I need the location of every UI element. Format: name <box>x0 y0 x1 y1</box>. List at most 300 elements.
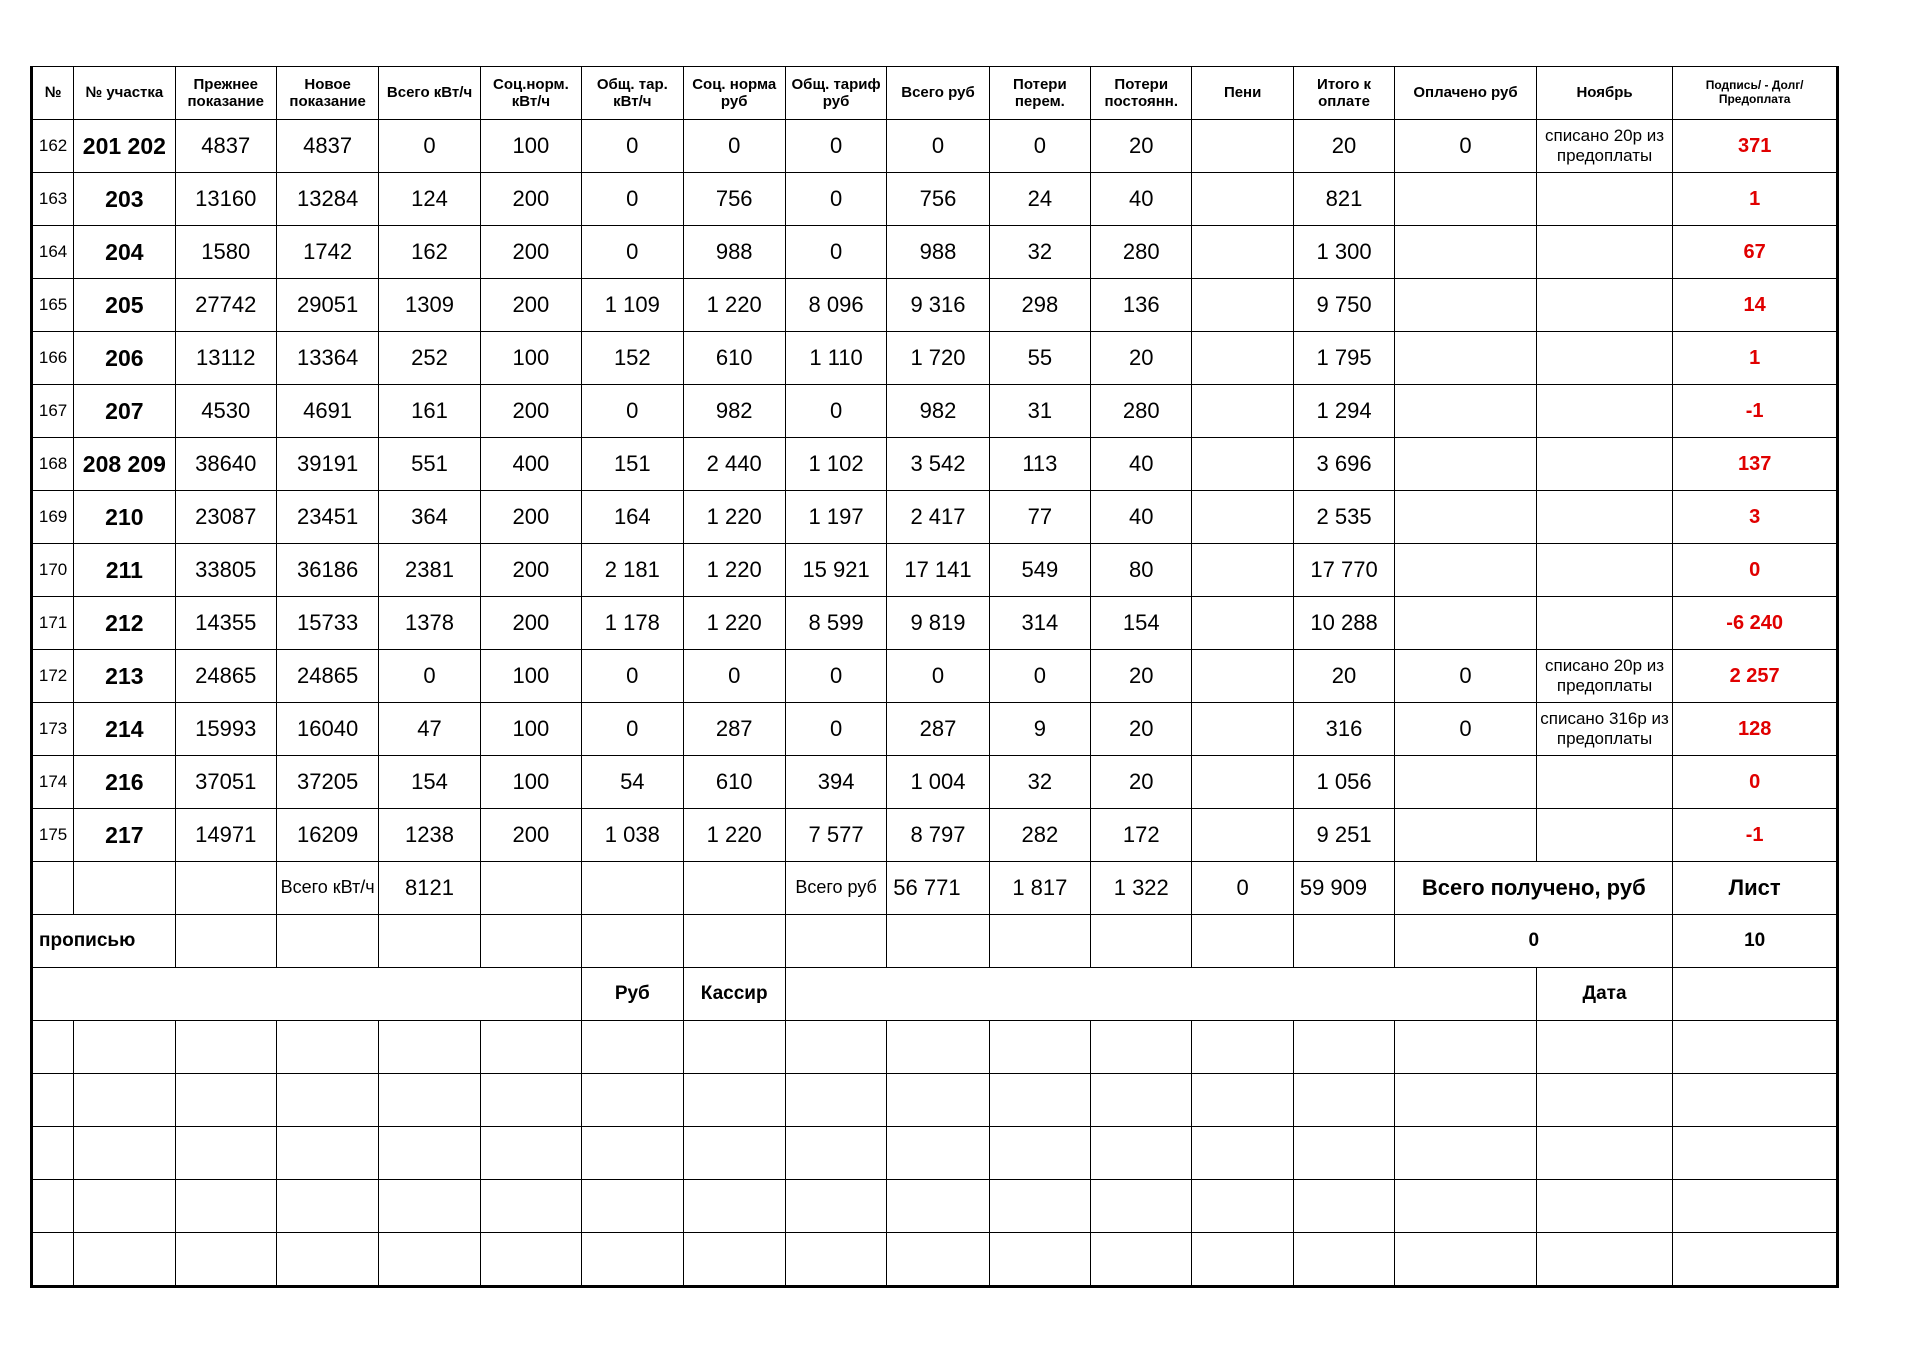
header-cell: Потери перем. <box>989 67 1090 120</box>
blank-cell <box>1395 1127 1537 1180</box>
table-row <box>32 226 1838 279</box>
blank-cell <box>74 1021 175 1074</box>
november-note: списано 20р из предоплаты <box>1536 650 1673 703</box>
penalty <box>1192 544 1293 597</box>
social-norm-kwh: 100 <box>480 332 581 385</box>
losses-constant: 40 <box>1091 491 1192 544</box>
debt-prepayment: 0 <box>1673 544 1838 597</box>
total-to-pay: 10 288 <box>1293 597 1394 650</box>
previous-reading: 33805 <box>175 544 276 597</box>
blank-cell <box>276 1180 378 1233</box>
debt-prepayment: 1 <box>1673 332 1838 385</box>
losses-constant: 20 <box>1091 650 1192 703</box>
total-kwh: 551 <box>379 438 480 491</box>
penalty <box>1192 385 1293 438</box>
plot-number: 207 <box>74 385 175 438</box>
blank-cell <box>989 1021 1090 1074</box>
previous-reading: 14355 <box>175 597 276 650</box>
debt-prepayment: 371 <box>1673 120 1838 173</box>
blank-cell <box>276 1074 378 1127</box>
social-norm-kwh: 400 <box>480 438 581 491</box>
new-reading: 16209 <box>276 809 378 862</box>
row-number: 175 <box>32 809 74 862</box>
social-norm-kwh: 200 <box>480 597 581 650</box>
losses-constant: 20 <box>1091 703 1192 756</box>
cashier-signature-field <box>785 968 1536 1021</box>
empty-cell <box>480 862 581 915</box>
row-number: 164 <box>32 226 74 279</box>
social-norm-kwh: 100 <box>480 120 581 173</box>
losses-constant: 280 <box>1091 226 1192 279</box>
social-norm-rub: 0 <box>683 120 785 173</box>
table-row <box>32 544 1838 597</box>
paid-rub <box>1395 173 1537 226</box>
blank-cell <box>1395 1021 1537 1074</box>
general-tariff-kwh: 1 038 <box>582 809 683 862</box>
previous-reading: 38640 <box>175 438 276 491</box>
blank-cell <box>582 1233 683 1287</box>
new-reading: 37205 <box>276 756 378 809</box>
row-number: 167 <box>32 385 74 438</box>
row-number: 166 <box>32 332 74 385</box>
empty-cell <box>480 915 581 968</box>
blank-cell <box>1395 1233 1537 1287</box>
header-cell: № участка <box>74 67 175 120</box>
losses-constant: 40 <box>1091 173 1192 226</box>
social-norm-rub: 988 <box>683 226 785 279</box>
paid-rub <box>1395 438 1537 491</box>
plot-number: 203 <box>74 173 175 226</box>
losses-constant: 172 <box>1091 809 1192 862</box>
new-reading: 29051 <box>276 279 378 332</box>
new-reading: 15733 <box>276 597 378 650</box>
paid-rub <box>1395 597 1537 650</box>
empty-cell <box>276 915 378 968</box>
empty-cell <box>887 915 989 968</box>
social-norm-rub: 610 <box>683 332 785 385</box>
general-tariff-rub: 1 102 <box>785 438 886 491</box>
losses-constant: 20 <box>1091 332 1192 385</box>
social-norm-rub: 756 <box>683 173 785 226</box>
blank-cell <box>989 1127 1090 1180</box>
debt-prepayment: 1 <box>1673 173 1838 226</box>
previous-reading: 15993 <box>175 703 276 756</box>
total-rub: 2 417 <box>887 491 989 544</box>
blank-cell <box>480 1021 581 1074</box>
blank-cell <box>989 1074 1090 1127</box>
paid-rub: 0 <box>1395 120 1537 173</box>
table-row <box>32 173 1838 226</box>
blank-cell <box>887 1127 989 1180</box>
penalty <box>1192 703 1293 756</box>
table-row <box>32 703 1838 756</box>
total-to-pay: 1 795 <box>1293 332 1394 385</box>
losses-variable: 55 <box>989 332 1090 385</box>
losses-constant: 40 <box>1091 438 1192 491</box>
penalty <box>1192 597 1293 650</box>
blank-cell <box>1536 1233 1673 1287</box>
blank-row <box>32 1180 1838 1233</box>
social-norm-kwh: 200 <box>480 809 581 862</box>
social-norm-kwh: 200 <box>480 385 581 438</box>
social-norm-rub: 1 220 <box>683 544 785 597</box>
empty-cell <box>582 862 683 915</box>
plot-number: 211 <box>74 544 175 597</box>
previous-reading: 14971 <box>175 809 276 862</box>
total-to-pay: 1 300 <box>1293 226 1394 279</box>
blank-cell <box>175 1074 276 1127</box>
blank-cell <box>887 1180 989 1233</box>
november-note <box>1536 173 1673 226</box>
total-kwh: 252 <box>379 332 480 385</box>
total-kwh: 1238 <box>379 809 480 862</box>
penalty <box>1192 279 1293 332</box>
previous-reading: 24865 <box>175 650 276 703</box>
header-cell: Соц. норма руб <box>683 67 785 120</box>
date-label: Дата <box>1536 968 1673 1021</box>
general-tariff-rub: 394 <box>785 756 886 809</box>
empty-cell <box>683 862 785 915</box>
blank-cell <box>785 1233 886 1287</box>
header-row <box>32 67 1838 120</box>
paid-rub: 0 <box>1395 703 1537 756</box>
total-rub-value: 56 771 <box>887 862 989 915</box>
blank-cell <box>1091 1074 1192 1127</box>
total-rub-label: Всего руб <box>785 862 886 915</box>
blank-cell <box>1673 1074 1838 1127</box>
blank-cell <box>379 1127 480 1180</box>
blank-cell <box>175 1127 276 1180</box>
row-number: 163 <box>32 173 74 226</box>
plot-number: 213 <box>74 650 175 703</box>
blank-cell <box>683 1233 785 1287</box>
social-norm-rub: 2 440 <box>683 438 785 491</box>
header-cell: Общ. тар. кВт/ч <box>582 67 683 120</box>
social-norm-rub: 1 220 <box>683 809 785 862</box>
table-row <box>32 120 1838 173</box>
cashier-label: Кассир <box>683 968 785 1021</box>
plot-number: 201 202 <box>74 120 175 173</box>
header-cell: Всего руб <box>887 67 989 120</box>
november-note <box>1536 385 1673 438</box>
header-cell: Общ. тариф руб <box>785 67 886 120</box>
losses-variable: 24 <box>989 173 1090 226</box>
plot-number: 205 <box>74 279 175 332</box>
blank-cell <box>32 1127 74 1180</box>
blank-cell <box>1293 1021 1394 1074</box>
losses-variable: 113 <box>989 438 1090 491</box>
blank-cell <box>989 1180 1090 1233</box>
blank-cell <box>175 1233 276 1287</box>
table-row <box>32 650 1838 703</box>
debt-prepayment: 0 <box>1673 756 1838 809</box>
november-note <box>1536 438 1673 491</box>
blank-cell <box>683 1180 785 1233</box>
penalty <box>1192 226 1293 279</box>
blank-cell <box>1192 1233 1293 1287</box>
empty-cell <box>175 915 276 968</box>
blank-cell <box>582 1180 683 1233</box>
total-kwh: 161 <box>379 385 480 438</box>
blank-cell <box>785 1180 886 1233</box>
previous-reading: 27742 <box>175 279 276 332</box>
november-note <box>1536 279 1673 332</box>
penalty <box>1192 809 1293 862</box>
plot-number: 210 <box>74 491 175 544</box>
empty-cell <box>74 862 175 915</box>
new-reading: 4691 <box>276 385 378 438</box>
social-norm-rub: 982 <box>683 385 785 438</box>
in-words-row <box>32 915 1838 968</box>
blank-row <box>32 1127 1838 1180</box>
total-kwh: 47 <box>379 703 480 756</box>
debt-prepayment: 3 <box>1673 491 1838 544</box>
total-to-pay: 17 770 <box>1293 544 1394 597</box>
social-norm-rub: 1 220 <box>683 597 785 650</box>
total-rub: 9 819 <box>887 597 989 650</box>
plot-number: 206 <box>74 332 175 385</box>
total-to-pay: 9 251 <box>1293 809 1394 862</box>
plot-number: 212 <box>74 597 175 650</box>
total-rub: 1 720 <box>887 332 989 385</box>
november-note <box>1536 597 1673 650</box>
debt-prepayment: 137 <box>1673 438 1838 491</box>
losses-variable: 77 <box>989 491 1090 544</box>
sheet-label: Лист <box>1673 862 1838 915</box>
blank-cell <box>1293 1127 1394 1180</box>
blank-cell <box>1395 1074 1537 1127</box>
total-to-pay: 1 056 <box>1293 756 1394 809</box>
losses-constant: 80 <box>1091 544 1192 597</box>
table-row <box>32 279 1838 332</box>
blank-cell <box>1192 1180 1293 1233</box>
plot-number: 204 <box>74 226 175 279</box>
total-rub: 0 <box>887 650 989 703</box>
social-norm-kwh: 100 <box>480 650 581 703</box>
table-row <box>32 597 1838 650</box>
total-received-label: Всего получено, руб <box>1395 862 1673 915</box>
november-note <box>1536 544 1673 597</box>
new-reading: 4837 <box>276 120 378 173</box>
general-tariff-kwh: 151 <box>582 438 683 491</box>
debt-prepayment: -1 <box>1673 809 1838 862</box>
general-tariff-kwh: 54 <box>582 756 683 809</box>
header-cell: Ноябрь <box>1536 67 1673 120</box>
blank-cell <box>683 1021 785 1074</box>
table-row <box>32 332 1838 385</box>
blank-cell <box>582 1021 683 1074</box>
blank-cell <box>785 1021 886 1074</box>
row-number: 172 <box>32 650 74 703</box>
losses-variable: 549 <box>989 544 1090 597</box>
social-norm-rub: 1 220 <box>683 279 785 332</box>
blank-cell <box>1192 1021 1293 1074</box>
penalty <box>1192 438 1293 491</box>
blank-cell <box>1673 1233 1838 1287</box>
total-kwh-label: Всего кВт/ч <box>276 862 378 915</box>
blank-cell <box>480 1074 581 1127</box>
blank-cell <box>32 1021 74 1074</box>
total-kwh-value: 8121 <box>379 862 480 915</box>
table-row <box>32 809 1838 862</box>
blank-cell <box>989 1233 1090 1287</box>
losses-constant: 154 <box>1091 597 1192 650</box>
november-note: списано 316р из предоплаты <box>1536 703 1673 756</box>
general-tariff-kwh: 0 <box>582 703 683 756</box>
general-tariff-kwh: 164 <box>582 491 683 544</box>
losses-variable: 31 <box>989 385 1090 438</box>
total-to-pay: 59 909 <box>1293 862 1394 915</box>
cashier-row <box>32 968 1838 1021</box>
social-norm-kwh: 200 <box>480 544 581 597</box>
blank-cell <box>276 1127 378 1180</box>
total-to-pay: 20 <box>1293 120 1394 173</box>
empty-cell <box>32 968 582 1021</box>
blank-cell <box>887 1233 989 1287</box>
empty-cell <box>582 915 683 968</box>
header-cell: Итого к оплате <box>1293 67 1394 120</box>
penalty <box>1192 491 1293 544</box>
blank-cell <box>276 1021 378 1074</box>
total-kwh: 154 <box>379 756 480 809</box>
general-tariff-kwh: 0 <box>582 120 683 173</box>
blank-cell <box>1091 1233 1192 1287</box>
penalty <box>1192 332 1293 385</box>
social-norm-kwh: 100 <box>480 756 581 809</box>
debt-prepayment: 14 <box>1673 279 1838 332</box>
losses-constant: 20 <box>1091 120 1192 173</box>
blank-cell <box>276 1233 378 1287</box>
general-tariff-kwh: 0 <box>582 173 683 226</box>
blank-cell <box>1536 1180 1673 1233</box>
blank-cell <box>32 1233 74 1287</box>
row-number: 165 <box>32 279 74 332</box>
total-losses-constant: 1 322 <box>1091 862 1192 915</box>
blank-cell <box>1536 1127 1673 1180</box>
total-rub: 988 <box>887 226 989 279</box>
social-norm-rub: 0 <box>683 650 785 703</box>
total-rub: 9 316 <box>887 279 989 332</box>
debt-prepayment: -1 <box>1673 385 1838 438</box>
row-number: 171 <box>32 597 74 650</box>
debt-prepayment: -6 240 <box>1673 597 1838 650</box>
paid-rub <box>1395 491 1537 544</box>
general-tariff-rub: 1 110 <box>785 332 886 385</box>
blank-cell <box>32 1180 74 1233</box>
november-note <box>1536 491 1673 544</box>
in-words-label: прописью <box>32 915 176 968</box>
header-cell: Всего кВт/ч <box>379 67 480 120</box>
total-rub: 3 542 <box>887 438 989 491</box>
empty-cell <box>32 862 74 915</box>
blank-cell <box>480 1180 581 1233</box>
new-reading: 16040 <box>276 703 378 756</box>
general-tariff-kwh: 0 <box>582 385 683 438</box>
blank-cell <box>74 1127 175 1180</box>
losses-constant: 280 <box>1091 385 1192 438</box>
total-kwh: 364 <box>379 491 480 544</box>
new-reading: 1742 <box>276 226 378 279</box>
empty-cell <box>989 915 1090 968</box>
header-cell: Новое показание <box>276 67 378 120</box>
blank-row <box>32 1021 1838 1074</box>
previous-reading: 23087 <box>175 491 276 544</box>
losses-variable: 314 <box>989 597 1090 650</box>
general-tariff-rub: 0 <box>785 120 886 173</box>
row-number: 169 <box>32 491 74 544</box>
blank-cell <box>1293 1074 1394 1127</box>
social-norm-kwh: 200 <box>480 173 581 226</box>
november-note: списано 20р из предоплаты <box>1536 120 1673 173</box>
blank-cell <box>785 1074 886 1127</box>
blank-cell <box>785 1127 886 1180</box>
total-losses-variable: 1 817 <box>989 862 1090 915</box>
table-row <box>32 756 1838 809</box>
previous-reading: 4530 <box>175 385 276 438</box>
blank-cell <box>175 1180 276 1233</box>
blank-cell <box>379 1233 480 1287</box>
general-tariff-rub: 15 921 <box>785 544 886 597</box>
blank-cell <box>32 1074 74 1127</box>
social-norm-kwh: 200 <box>480 491 581 544</box>
row-number: 162 <box>32 120 74 173</box>
blank-cell <box>1536 1074 1673 1127</box>
plot-number: 208 209 <box>74 438 175 491</box>
blank-cell <box>74 1180 175 1233</box>
penalty <box>1192 120 1293 173</box>
blank-cell <box>1673 1021 1838 1074</box>
losses-variable: 0 <box>989 120 1090 173</box>
total-to-pay: 20 <box>1293 650 1394 703</box>
general-tariff-rub: 1 197 <box>785 491 886 544</box>
blank-cell <box>887 1074 989 1127</box>
plot-number: 216 <box>74 756 175 809</box>
totals-row <box>32 862 1838 915</box>
new-reading: 13364 <box>276 332 378 385</box>
blank-cell <box>379 1074 480 1127</box>
blank-cell <box>1091 1021 1192 1074</box>
blank-cell <box>480 1233 581 1287</box>
general-tariff-rub: 0 <box>785 650 886 703</box>
general-tariff-kwh: 2 181 <box>582 544 683 597</box>
previous-reading: 13160 <box>175 173 276 226</box>
social-norm-rub: 1 220 <box>683 491 785 544</box>
blank-cell <box>74 1074 175 1127</box>
blank-cell <box>379 1021 480 1074</box>
penalty <box>1192 173 1293 226</box>
new-reading: 23451 <box>276 491 378 544</box>
total-kwh: 1309 <box>379 279 480 332</box>
losses-variable: 32 <box>989 756 1090 809</box>
table-row <box>32 491 1838 544</box>
general-tariff-rub: 7 577 <box>785 809 886 862</box>
blank-cell <box>1091 1127 1192 1180</box>
penalty <box>1192 756 1293 809</box>
new-reading: 13284 <box>276 173 378 226</box>
header-cell: № <box>32 67 74 120</box>
general-tariff-kwh: 1 109 <box>582 279 683 332</box>
blank-cell <box>379 1180 480 1233</box>
losses-variable: 282 <box>989 809 1090 862</box>
general-tariff-kwh: 1 178 <box>582 597 683 650</box>
social-norm-kwh: 100 <box>480 703 581 756</box>
previous-reading: 1580 <box>175 226 276 279</box>
total-rub: 1 004 <box>887 756 989 809</box>
debt-prepayment: 2 257 <box>1673 650 1838 703</box>
previous-reading: 4837 <box>175 120 276 173</box>
table-row <box>32 438 1838 491</box>
blank-cell <box>1673 1127 1838 1180</box>
